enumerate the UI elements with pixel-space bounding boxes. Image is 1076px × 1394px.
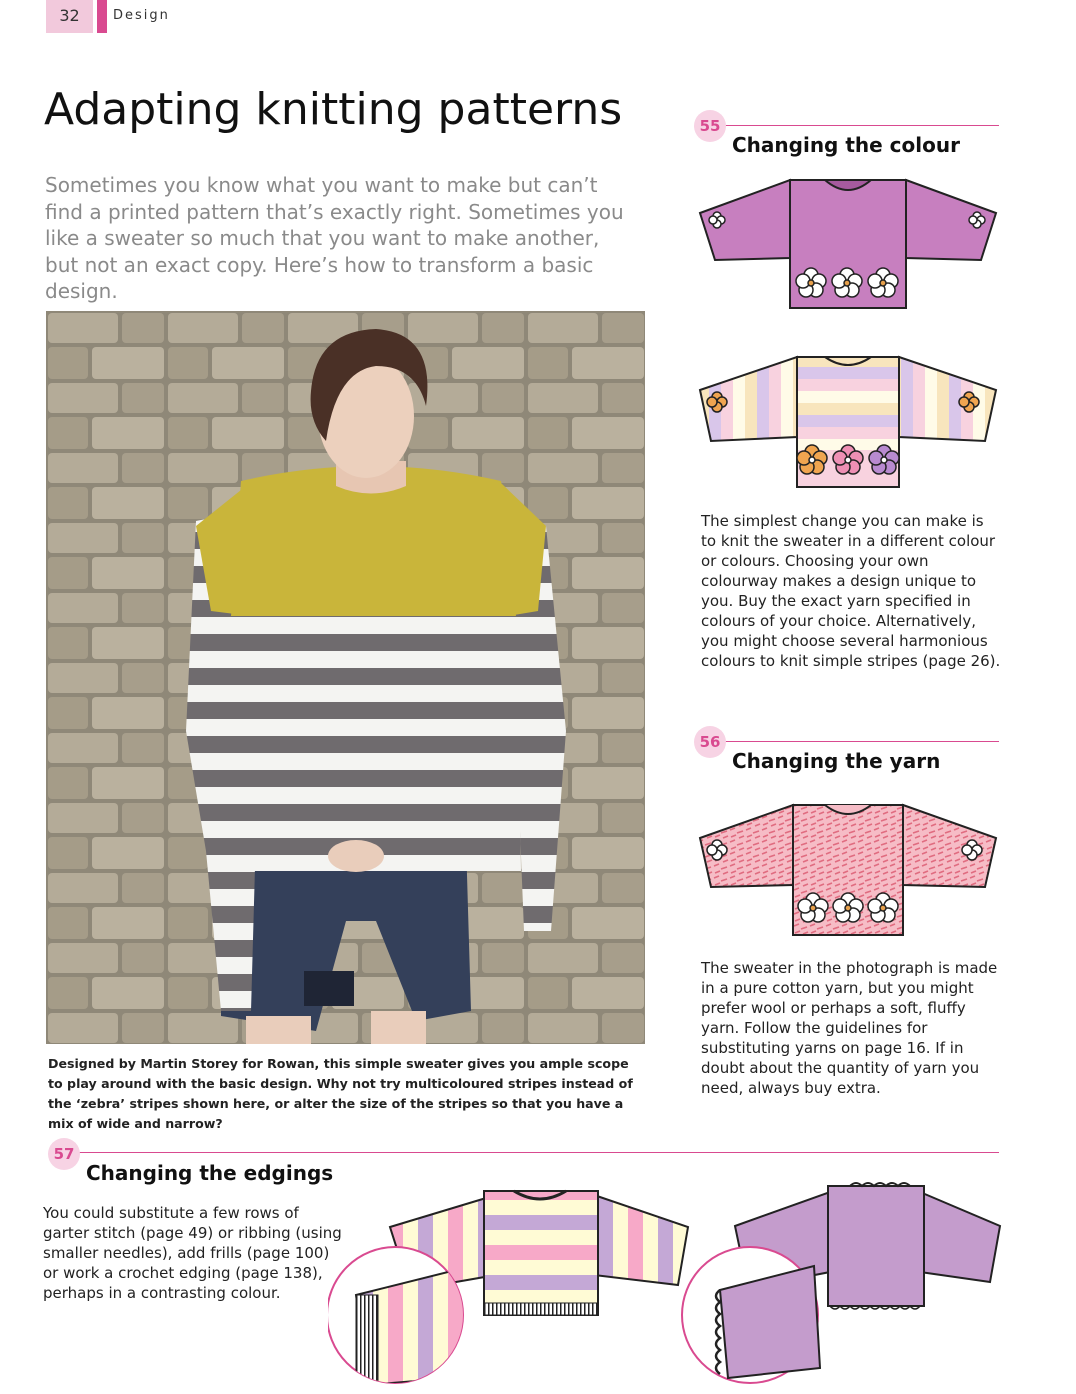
tip-56-badge: 56 (694, 726, 726, 758)
tip-56-heading: Changing the yarn (732, 749, 941, 773)
tip-56-rule (700, 741, 999, 742)
mauve-sweater-illustration (697, 178, 999, 314)
photo-illustration (46, 311, 645, 1044)
model-photo (46, 311, 645, 1044)
tip-55-body: The simplest change you can make is to knit the sweater in a different colour or colours. Choosing your own colourway makes a design unique to you. Buy the exact yarn specified in colours of your choice. Alternatively, you might choose several harmonious colours to knit simple stripes (page 26). (701, 512, 1001, 670)
textured-yarn-sweater-illustration (697, 803, 999, 941)
tip-55-heading: Changing the colour (732, 133, 960, 157)
tip-55-badge: 55 (694, 110, 726, 142)
frilled-edging-illustration (680, 1178, 1002, 1394)
striped-sweater-illustration (697, 355, 999, 493)
ribbed-edging-illustration (328, 1185, 690, 1394)
tip-57-heading: Changing the edgings (86, 1161, 334, 1185)
page-number: 32 (59, 6, 80, 25)
section-label: Design (113, 8, 170, 23)
tip-57-body: You could substitute a few rows of garter stitch (page 49) or ribbing (using smaller needles), add frills (page 100) or work a crochet edging (page 138), perhaps in a contrasting colour. (43, 1204, 342, 1302)
photo-caption: Designed by Martin Storey for Rowan, this simple sweater gives you ample scope to play around with the basic design. Why not try multicoloured stripes instead of the ‘zebra’ stripes shown here, or alter the size of the stripes so that you have a mix of wide and narrow? (48, 1056, 633, 1131)
intro-text: Sometimes you know what you want to make but can’t find a printed pattern that’s exactly right. Sometimes you like a sweater so much that you want to make another, but not an exact copy. Here’s how to transform a basic design. (45, 173, 624, 303)
tip-57-badge: 57 (48, 1138, 80, 1170)
header-accent-bar (97, 0, 107, 33)
tip-55-rule (700, 125, 999, 126)
tip-56-body: The sweater in the photograph is made in a pure cotton yarn, but you might prefer wool or perhaps a soft, fluffy yarn. Follow the guidelines for substituting yarns on page 16. If in doubt about the quantity of yarn you need, always buy extra. (701, 959, 998, 1097)
page-title: Adapting knitting patterns (44, 84, 623, 135)
tip-57-rule (62, 1152, 999, 1153)
